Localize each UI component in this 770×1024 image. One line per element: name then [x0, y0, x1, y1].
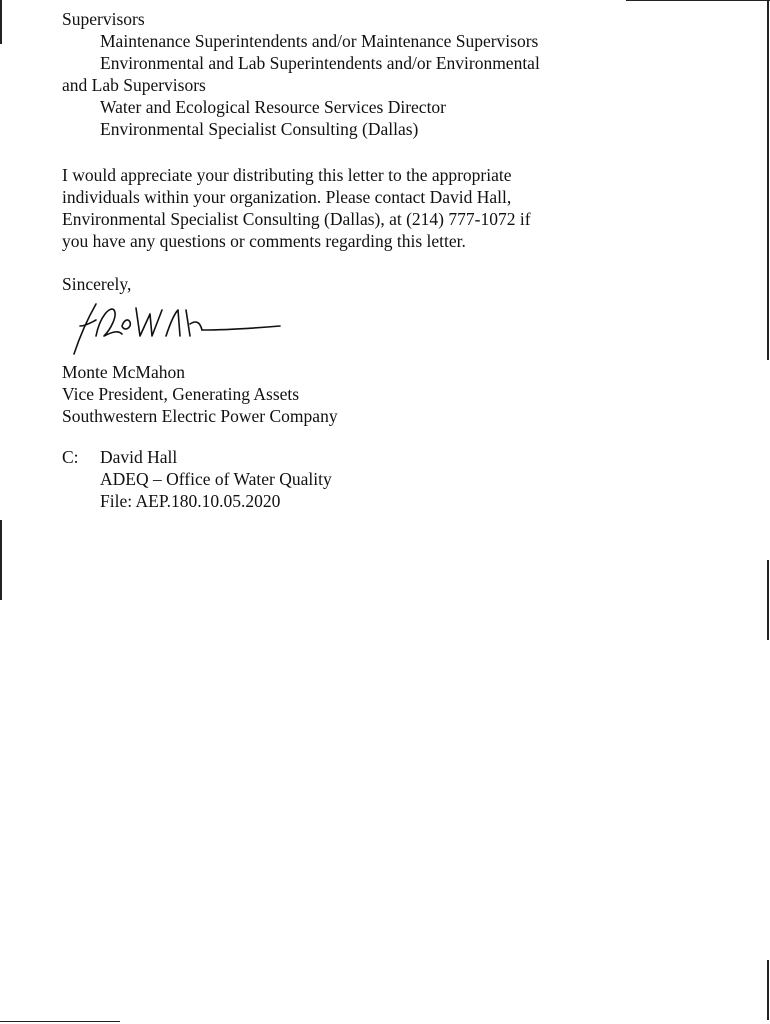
- signer-block: [62, 361, 338, 427]
- closing: Sincerely,: [62, 274, 132, 294]
- signer-title: Vice President, Generating Assets: [62, 384, 300, 404]
- cc-recipient: File: AEP.180.10.05.2020: [100, 491, 281, 511]
- signature-image: [66, 296, 286, 358]
- signer-company: Southwestern Electric Power Company: [62, 406, 338, 426]
- distribution-list: [62, 8, 540, 140]
- scan-edge-line: [0, 0, 2, 44]
- body-paragraph: [62, 164, 531, 252]
- paragraph-line: I would appreciate your distributing this letter to the appropriate: [62, 165, 512, 185]
- scan-edge-line: [767, 0, 769, 360]
- cc-recipient: ADEQ – Office of Water Quality: [100, 469, 332, 489]
- distribution-line: Water and Ecological Resource Services Director: [100, 97, 447, 117]
- paragraph-line: you have any questions or comments regarding this letter.: [62, 231, 466, 251]
- scan-edge-line: [767, 560, 769, 640]
- distribution-line: and Lab Supervisors: [62, 75, 206, 95]
- scan-edge-line: [0, 520, 2, 600]
- scan-edge-line: [626, 0, 770, 1]
- cc-block: [62, 446, 332, 512]
- cc-recipient: David Hall: [100, 447, 178, 467]
- distribution-line: Supervisors: [62, 9, 145, 29]
- distribution-line: Environmental Specialist Consulting (Dallas): [100, 119, 419, 139]
- distribution-line: Maintenance Superintendents and/or Maintenance Supervisors: [100, 31, 539, 51]
- paragraph-line: Environmental Specialist Consulting (Dallas), at (214) 777-1072 if: [62, 209, 531, 229]
- scan-edge-line: [767, 960, 769, 1020]
- distribution-line: Environmental and Lab Superintendents and/or Environmental: [100, 53, 540, 73]
- paragraph-line: individuals within your organization. Please contact David Hall,: [62, 187, 512, 207]
- scan-edge-line: [0, 1021, 120, 1022]
- signer-name: Monte McMahon: [62, 362, 185, 382]
- cc-label: C:: [62, 447, 79, 467]
